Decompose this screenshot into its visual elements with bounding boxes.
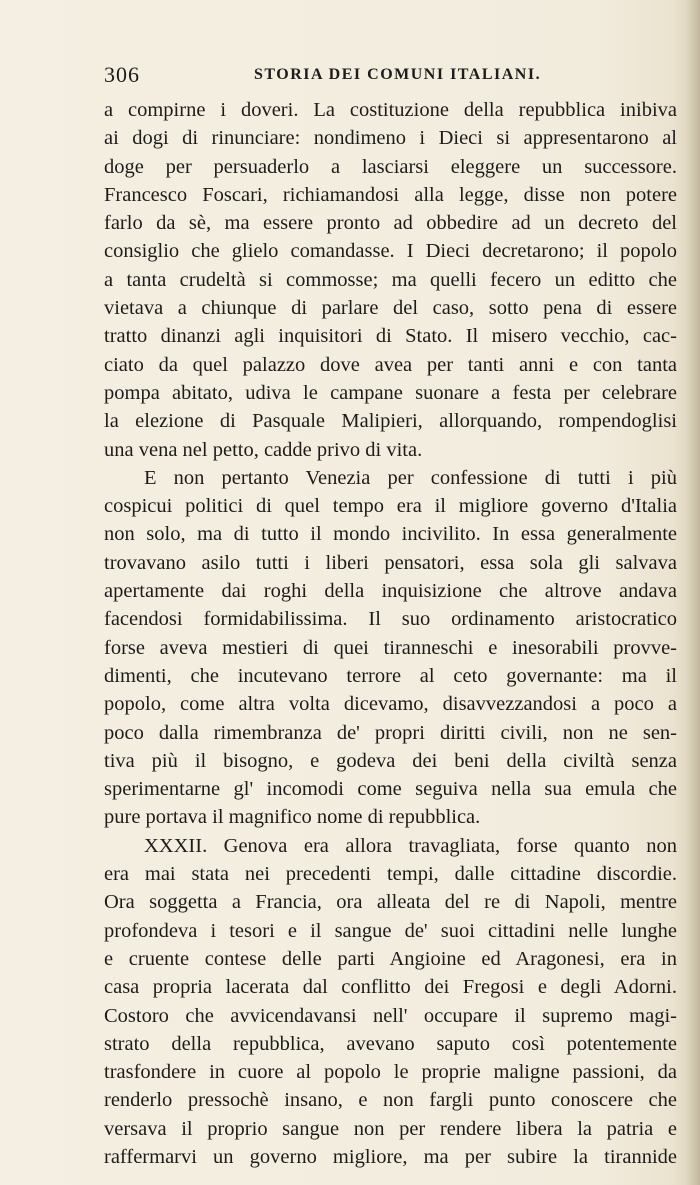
text-line: ciato da quel palazzo dove avea per tanti anni e con tanta	[104, 353, 677, 376]
text-line: vietava a chiunque di parlare del caso, sotto pena di essere	[104, 297, 677, 320]
text-line: casa propria lacerata dal conflitto dei Fregosi e degli Adorni.	[104, 976, 677, 999]
text-line: non solo, ma di tutto il mondo incivilito. In essa generalmente	[104, 523, 677, 546]
text-line: consiglio che glielo comandasse. I Dieci decretarono; il popolo	[104, 240, 677, 263]
text-line: a tanta crudeltà si commosse; ma quelli fecero un editto che	[104, 268, 677, 291]
paragraph-end-line: pure portava il magnifico nome di repubblica.	[104, 806, 481, 829]
text-line: tratto dinanzi agli inquisitori di Stato. Il misero vecchio, cac-	[104, 325, 677, 348]
paragraph-start-line: E non pertanto Venezia per confessione di tutti i più	[144, 466, 677, 489]
paragraph-end-line: una vena nel petto, cadde privo di vita.	[104, 438, 423, 461]
text-line: era mai stata nei precedenti tempi, dalle cittadine discordie.	[104, 863, 677, 886]
section-start-line: XXXII. Genova era allora travagliata, forse quanto non	[144, 834, 677, 857]
text-line: a compirne i doveri. La costituzione della repubblica inibiva	[104, 99, 677, 121]
text-line: cospicui politici di quel tempo era il migliore governo d'Italia	[104, 495, 677, 518]
text-line: popolo, come altra volta dicevamo, disavvezzandosi a poco a	[104, 693, 677, 716]
text-line: pompa abitato, udiva le campane suonare a festa per celebrare	[104, 381, 677, 404]
text-line: la elezione di Pasquale Malipieri, allorquando, rompendoglisi	[104, 410, 677, 433]
page-header	[104, 62, 676, 88]
text-line: poco dalla rimembranza de' propri diritti civili, non ne sen-	[104, 721, 677, 744]
text-line: facendosi formidabilissima. Il suo ordinamento aristocratico	[104, 608, 677, 631]
text-line: tiva più il bisogno, e godeva dei beni della civiltà senza	[104, 749, 677, 772]
text-line: dimenti, che incutevano terrore al ceto governante: ma il	[104, 664, 677, 687]
text-line: farlo da sè, ma essere pronto ad obbedire ad un decreto del	[104, 212, 677, 235]
text-line: trovavano asilo tutti i liberi pensatori, essa sola gli salvava	[104, 551, 677, 574]
running-title: STORIA DEI COMUNI ITALIANI.	[254, 66, 542, 83]
text-line: Ora soggetta a Francia, ora alleata del re di Napoli, mentre	[104, 891, 677, 914]
text-line: sperimentarne gl' incomodi come seguiva nella sua emula che	[104, 778, 677, 801]
text-line: forse aveva mestieri di quei tiranneschi e inesorabili provve-	[104, 636, 677, 659]
text-line: Francesco Foscari, richiamandosi alla legge, disse non potere	[104, 183, 677, 206]
text-line: profondeva i tesori e il sangue de' suoi cittadini nelle lunghe	[104, 919, 677, 942]
text-line: trasfondere in cuore al popolo le proprie maligne passioni, da	[104, 1061, 677, 1084]
text-line: Costoro che avvicendavansi nell' occupare il supremo magi-	[104, 1004, 677, 1027]
text-line: renderlo pressochè insano, e non fargli punto conoscere che	[104, 1089, 677, 1112]
text-line: apertamente dai roghi della inquisizione che altrove andava	[104, 580, 677, 603]
page-edge-shadow	[686, 0, 700, 1185]
text-line: versava il proprio sangue non per rendere libera la patria e	[104, 1117, 677, 1140]
body-text	[104, 96, 677, 1171]
text-line: doge per persuaderlo a lasciarsi eleggere un successore.	[104, 155, 677, 178]
text-line: e cruente contese delle parti Angioine ed Aragonesi, era in	[104, 947, 677, 970]
text-line: strato della repubblica, avevano saputo così potentemente	[104, 1032, 677, 1055]
page-number: 306	[104, 62, 140, 87]
text-line: ai dogi di rinunciare: nondimeno i Dieci si appresentarono al	[104, 127, 677, 150]
text-line: raffermarvi un governo migliore, ma per subire la tirannide	[104, 1145, 677, 1168]
